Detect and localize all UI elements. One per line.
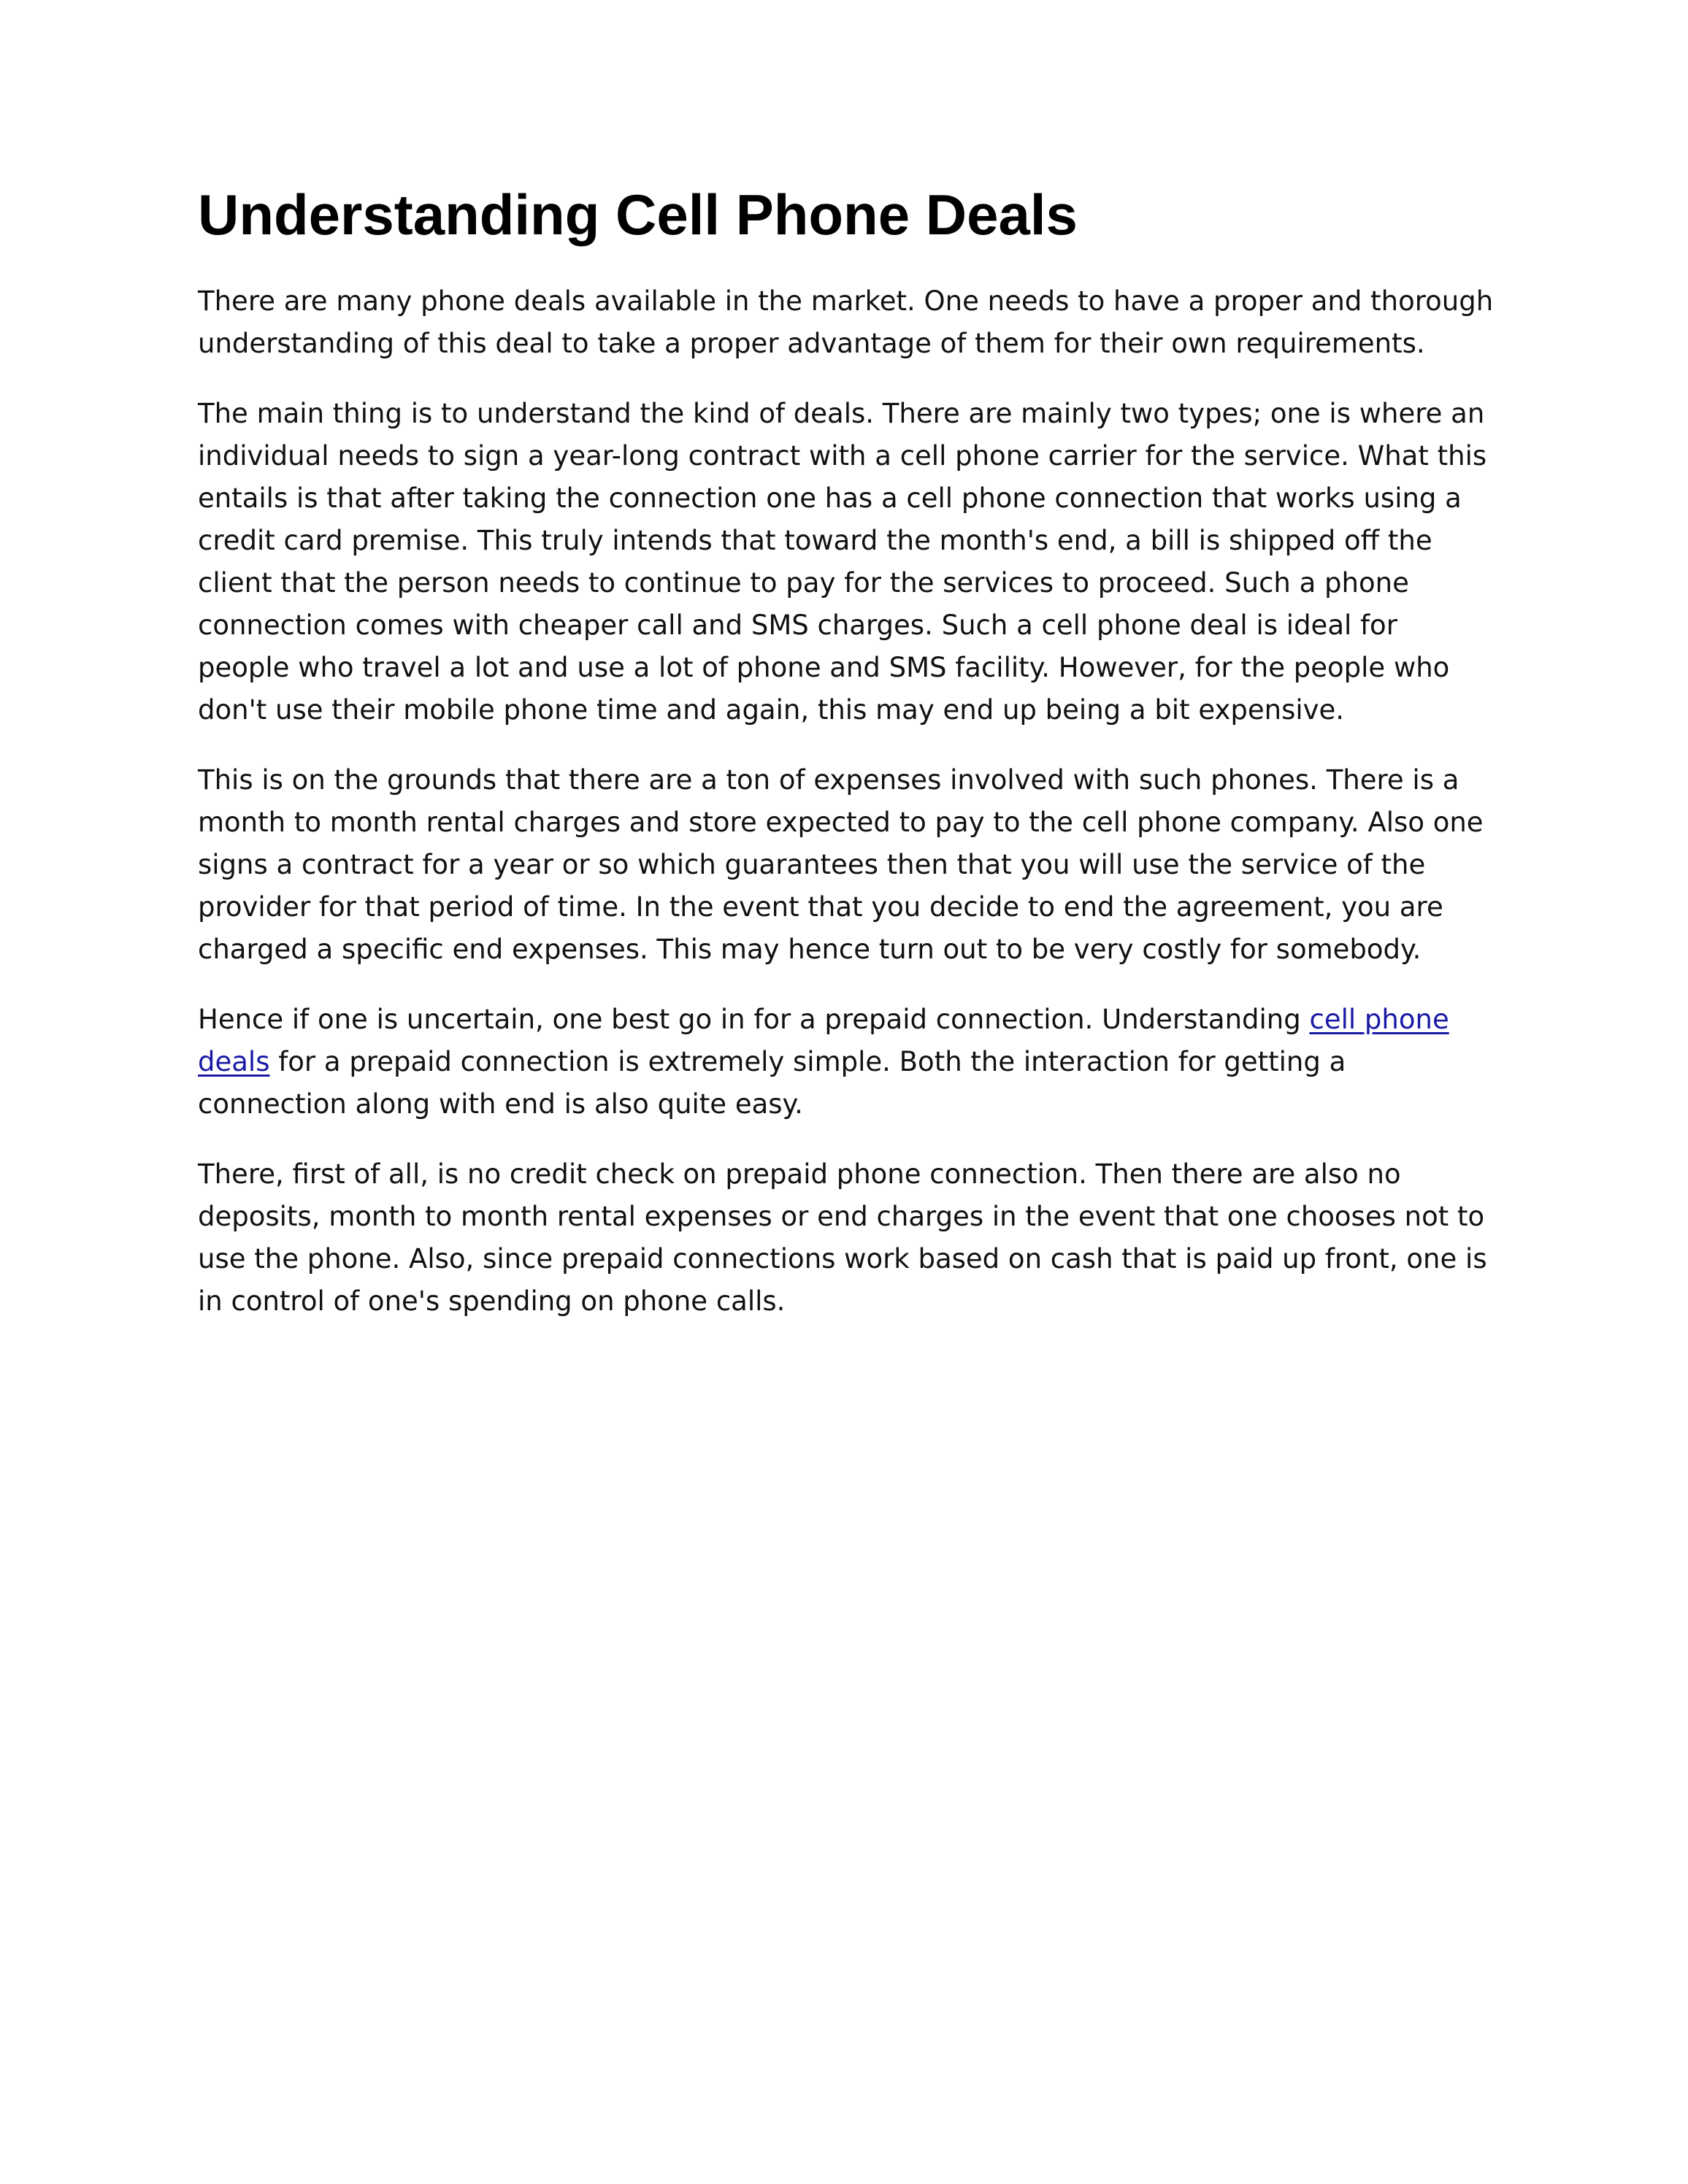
paragraph-prepaid (198, 999, 1497, 1126)
document-content (198, 181, 1497, 1350)
page-title: Understanding Cell Phone Deals (198, 182, 1078, 247)
cell-phone-deals-link[interactable]: cell phone deals (198, 1003, 1449, 1077)
paragraph-deal-types: The main thing is to understand the kind of deals. There are mainly two types; one is where an individual needs to sign a year-long contract with a cell phone carrier for the service. What this entails is that after taking the connection one has a cell phone connection that works using a credit card premise. This truly intends that toward the month's end, a bill is shipped off the client that the person needs to continue to pay for the services to proceed. Such a phone connection comes with cheaper call and SMS charges. Such a cell phone deal is ideal for people who travel a lot and use a lot of phone and SMS facility. However, for the people who don't use their mobile phone time and again, this may end up being a bit expensive. (198, 397, 1487, 726)
paragraph-prepaid-text-after: for a prepaid connection is extremely simple. Both the interaction for getting a connection along with end is also quite easy. (198, 1045, 1346, 1120)
paragraph-conclusion: There, first of all, is no credit check on prepaid phone connection. Then there are also no deposits, month to month rental expenses or end charges in the event that one chooses not to use the phone. Also, since prepaid connections work based on cash that is paid up front, one is in control of one's spending on phone calls. (198, 1158, 1487, 1317)
paragraph-prepaid-text-before: Hence if one is uncertain, one best go in for a prepaid connection. Understanding (198, 1003, 1310, 1035)
paragraph-intro: There are many phone deals available in the market. One needs to have a proper and thorough understanding of this deal to take a proper advantage of them for their own requirements. (198, 285, 1494, 359)
paragraph-expenses: This is on the grounds that there are a ton of expenses involved with such phones. There is a month to month rental charges and store expected to pay to the cell phone company. Also one signs a contract for a year or so which guarantees then that you will use the service of the provider for that period of time. In the event that you decide to end the agreement, you are charged a specific end expenses. This may hence turn out to be very costly for somebody. (198, 764, 1484, 965)
